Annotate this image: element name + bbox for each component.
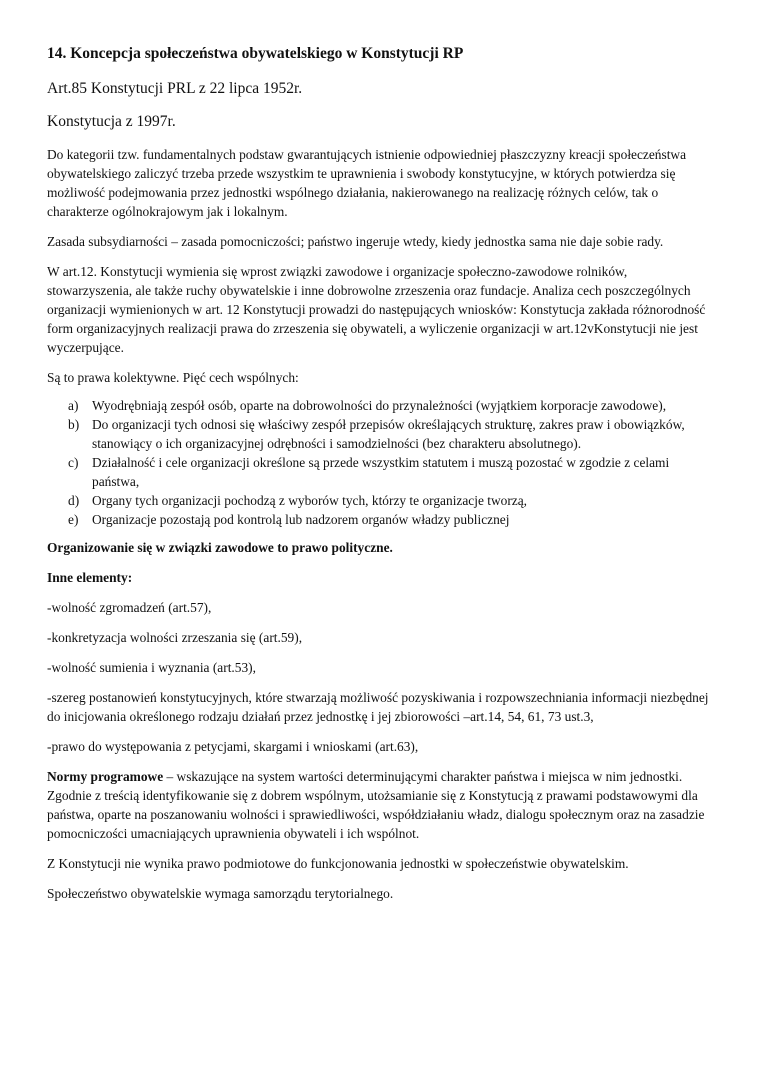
bold-statement: Organizowanie się w związki zawodowe to prawo polityczne. <box>47 540 393 555</box>
list-marker: d) <box>68 493 80 508</box>
subtitle-prl: Art.85 Konstytucji PRL z 22 lipca 1952r. <box>47 80 303 97</box>
paragraph-fundamentals: Do kategorii tzw. fundamentalnych podstaw gwarantujących istnienie odpowiedniej płaszczyzny kreacji społeczeństwa obywatelskiego zaliczyć trzeba przede wszystkim te uprawnienia i swobody konstytucyjne, w których potwierdza się możliwość podejmowania przez jednostki wspólnego działania, nakierowanego na realizację różnych celów, tak o charakterze ogólnokrajowym jak i lokalnym. <box>47 147 687 219</box>
list-item-text: Wyodrębniają zespół osób, oparte na dobrowolności do przynależności (wyjątkiem korporacje zawodowe), <box>92 398 667 413</box>
element-item: -szereg postanowień konstytucyjnych, które stwarzają możliwość pozyskiwania i rozpowszechniania informacji niezbędnej do inicjowania określonego rodzaju działań przez jednostkę i jej zbiorowości –art.14, 54, 61, 73 ust.3, <box>47 690 709 724</box>
paragraph-norms <box>47 767 715 843</box>
paragraph-subsidiarity: Zasada subsydiarności – zasada pomocniczości; państwo ingeruje wtedy, kiedy jednostka sama nie daje sobie rady. <box>47 234 664 249</box>
norms-text: – wskazujące na system wartości determinującymi charakter państwa i miejsca w nim jednostki. Zgodnie z treścią identyfikowanie się z dobrem wspólnym, utożsamianie się z Konstytucją z prawami podstawowymi dla państwa, oparte na poszanowaniu wolności i sprawiedliwości, współdziałaniu władz, dialogu społecznym oraz na zasadzie pomocniczości umacniających uprawnienia obywateli i ich wspólnot. <box>47 769 705 841</box>
element-item: -konkretyzacja wolności zrzeszania się (art.59), <box>47 630 303 645</box>
list-item-text: Organizacje pozostają pod kontrolą lub nadzorem organów władzy publicznej <box>92 512 510 527</box>
subtitle-1997: Konstytucja z 1997r. <box>47 113 176 130</box>
list-marker: a) <box>68 398 79 413</box>
list-item <box>47 415 715 453</box>
list-item <box>47 491 715 510</box>
paragraph-no-subjective-right: Z Konstytucji nie wynika prawo podmiotowe do funkcjonowania jednostki w społeczeństwie obywatelskim. <box>47 856 629 871</box>
list-marker: b) <box>68 417 80 432</box>
list-item-text: Do organizacji tych odnosi się właściwy zespół przepisów określających strukturę, zakres praw i obowiązków, stanowiący o ich organizacyjnej odrębności i samodzielności (bez charakteru absolutnego). <box>92 417 685 451</box>
paragraph-collective-rights: Są to prawa kolektywne. Pięć cech wspólnych: <box>47 370 299 385</box>
list-marker: c) <box>68 455 79 470</box>
list-marker: e) <box>68 512 79 527</box>
other-elements-heading: Inne elementy: <box>47 570 133 585</box>
list-item-text: Działalność i cele organizacji określone są przede wszystkim statutem i muszą pozostać w zgodzie z celami państwa, <box>92 455 670 489</box>
element-item: -wolność zgromadzeń (art.57), <box>47 600 212 615</box>
list-item <box>47 396 715 415</box>
element-item: -prawo do występowania z petycjami, skargami i wnioskami (art.63), <box>47 739 419 754</box>
paragraph-self-government: Społeczeństwo obywatelskie wymaga samorządu terytorialnego. <box>47 886 394 901</box>
document-page <box>47 44 715 914</box>
paragraph-art12: W art.12. Konstytucji wymienia się wprost związki zawodowe i organizacje społeczno-zawodowe rolników, stowarzyszenia, ale także ruchy obywatelskie i inne dobrowolne zrzeszenia oraz fundacje. Analiza cech poszczególnych organizacji wymienionych w art. 12 Konstytucji prowadzi do następujących wniosków: Konstytucja zakłada różnorodność form organizacyjnych realizacji prawa do zrzeszenia się obywateli, a wyliczenie organizacji w art.12vKonstytucji nie jest wyczerpujące. <box>47 264 706 355</box>
list-item <box>47 453 715 491</box>
element-item: -wolność sumienia i wyznania (art.53), <box>47 660 256 675</box>
features-list <box>47 396 715 529</box>
list-item-text: Organy tych organizacji pochodzą z wyborów tych, którzy te organizacje tworzą, <box>92 493 528 508</box>
list-item <box>47 510 715 529</box>
document-title: 14. Koncepcja społeczeństwa obywatelskiego w Konstytucji RP <box>47 45 464 62</box>
norms-label: Normy programowe <box>47 769 164 784</box>
